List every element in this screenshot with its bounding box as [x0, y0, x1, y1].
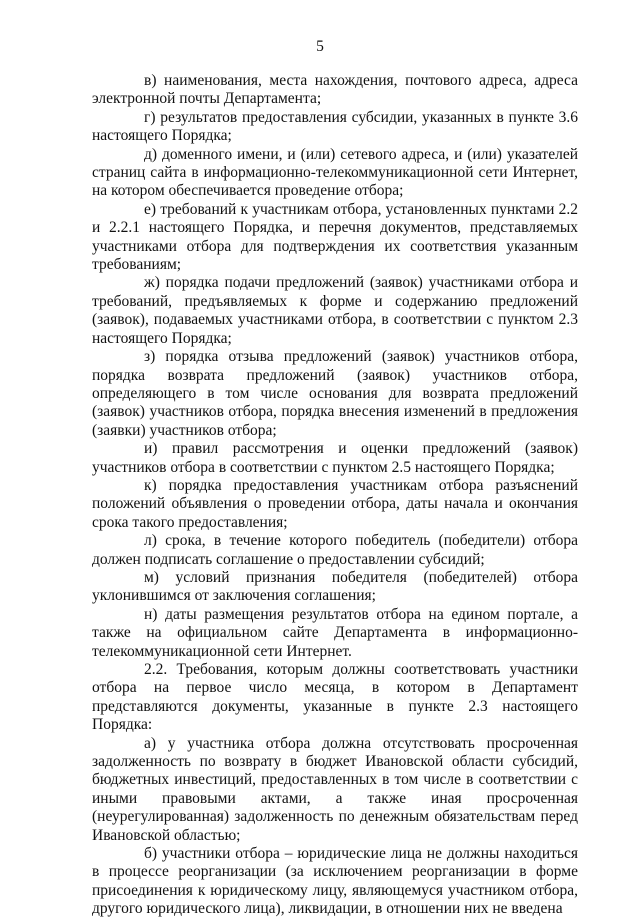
paragraph-item-d: д) доменного имени, и (или) сетевого адреса, и (или) указателей страниц сайта в информационно-телекоммуникационной сети Интернет, на котором обеспечивается проведение отбора; [92, 145, 578, 200]
paragraph-item-z: з) порядка отзыва предложений (заявок) участников отбора, порядка возврата предложений (заявок) участников отбора, определяющего в том числе основания для возврата предложений (заявок) участников отбора, порядка внесения изменений в предложения (заявки) участников отбора; [92, 348, 578, 439]
section-2-2-heading: 2.2. Требования, которым должны соответствовать участники отбора на первое число месяца, в котором в Департамент представляются документы, указанные в пункте 2.3 настоящего Порядка: [92, 661, 578, 734]
paragraph-item-b: б) участники отбора – юридические лица не должны находиться в процессе реорганизации (за исключением реорганизации в форме присоединения к юридическому лицу, являющемуся участником отбора, другого юридического лица), ликвидации, в отношении них не введена [92, 845, 578, 918]
paragraph-item-n: н) даты размещения результатов отбора на едином портале, а также на официальном сайте Департамента в информационно-телекоммуникационной сети Интернет. [92, 605, 578, 660]
paragraph-item-e: е) требований к участникам отбора, установленных пунктами 2.2 и 2.2.1 настоящего Порядка, и перечня документов, представляемых участниками отбора для подтверждения их соответствия указанным требованиям; [92, 200, 578, 274]
document-body [92, 72, 578, 919]
page-number: 5 [316, 38, 324, 55]
paragraph-item-zh: ж) порядка подачи предложений (заявок) участниками отбора и требований, предъявляемых к форме и содержанию предложений (заявок), подаваемых участниками отбора, в соответствии с пунктом 2.3 настоящего Порядка; [92, 274, 578, 347]
paragraph-item-l: л) срока, в течение которого победитель (победители) отбора должен подписать соглашение о предоставлении субсидий; [92, 532, 578, 568]
paragraph-item-g: г) результатов предоставления субсидии, указанных в пункте 3.6 настоящего Порядка; [92, 108, 578, 145]
paragraph-item-k: к) порядка предоставления участникам отбора разъяснений положений объявления о проведении отбора, даты начала и окончания срока такого предоставления; [92, 476, 578, 531]
paragraph-item-v: в) наименования, места нахождения, почтового адреса, адреса электронной почты Департамента; [92, 72, 578, 108]
paragraph-item-a: а) у участника отбора должна отсутствовать просроченная задолженность по возврату в бюджет Ивановской области субсидий, бюджетных инвестиций, предоставленных в том числе в соответствии с иными правовыми актами, а также иная просроченная (неурегулированная) задолженность по денежным обязательствам перед Ивановской областью; [92, 734, 578, 844]
paragraph-item-i: и) правил рассмотрения и оценки предложений (заявок) участников отбора в соответствии с пунктом 2.5 настоящего Порядка; [92, 440, 578, 476]
paragraph-item-m: м) условий признания победителя (победителей) отбора уклонившимся от заключения соглашения; [92, 568, 578, 605]
